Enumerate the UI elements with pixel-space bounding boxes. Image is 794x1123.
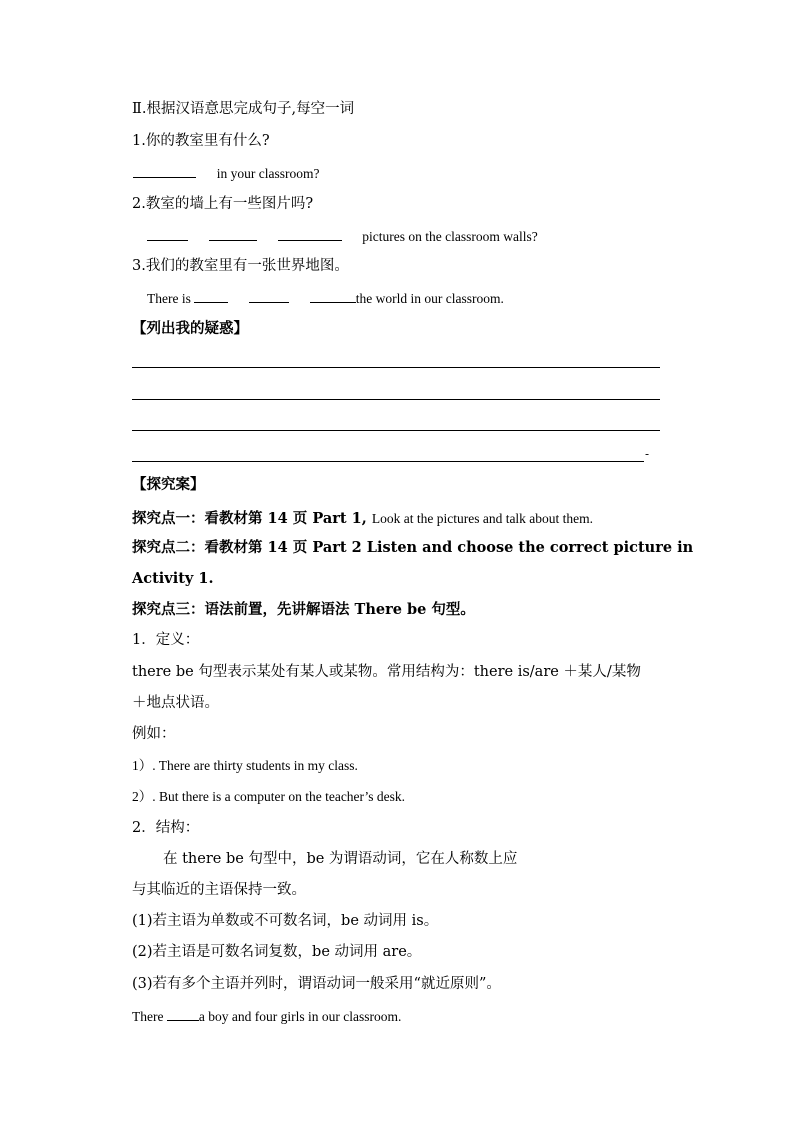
writing-line[interactable] xyxy=(132,430,660,431)
explore-point-2-line-2: Activity 1. xyxy=(132,570,214,587)
answer-blank[interactable] xyxy=(278,228,342,241)
explore-point-2-line-1: 探究点二：看教材第 14 页 Part 2 Listen and choose the correct picture in xyxy=(132,539,694,556)
final-exercise-end: a boy and four girls in our classroom. xyxy=(198,1009,402,1024)
question-1-text: in your classroom? xyxy=(216,166,320,181)
definition-line-1: there be 句型表示某处有某人或某物。常用结构为：there is/are ＋某人/某物 xyxy=(132,664,641,680)
writing-line[interactable] xyxy=(132,399,660,400)
question-2-chinese: 2.教室的墙上有一些图片吗? xyxy=(132,196,314,212)
rule-3: (3)若有多个主语并列时，谓语动词一般采用“就近原则”。 xyxy=(132,976,501,992)
explore-point-1 xyxy=(132,508,593,527)
doubts-heading: 【列出我的疑惑】 xyxy=(132,320,248,337)
answer-blank[interactable] xyxy=(167,1008,199,1021)
answer-blank[interactable] xyxy=(209,228,257,241)
question-3-english xyxy=(147,290,504,307)
explore-heading: 【探究案】 xyxy=(132,476,205,493)
writing-line[interactable] xyxy=(132,367,660,368)
example-heading: 例如： xyxy=(132,726,176,742)
structure-line-2: 与其临近的主语保持一致。 xyxy=(132,882,306,898)
definition-line-2: ＋地点状语。 xyxy=(132,695,219,711)
question-3-text-end: the world in our classroom. xyxy=(355,291,504,306)
answer-blank[interactable] xyxy=(194,290,228,303)
question-1-chinese: 1.你的教室里有什么? xyxy=(132,133,270,149)
answer-blank[interactable] xyxy=(147,228,188,241)
structure-heading: 2．结构： xyxy=(132,820,200,836)
answer-blank[interactable] xyxy=(310,290,356,303)
section-heading: Ⅱ.根据汉语意思完成句子,每空一词 xyxy=(132,101,355,117)
question-3-chinese: 3.我们的教室里有一张世界地图。 xyxy=(132,258,349,274)
final-exercise-start: There xyxy=(132,1009,164,1024)
explore-point-3: 探究点三：语法前置，先讲解语法 There be 句型。 xyxy=(132,601,475,618)
answer-blank[interactable] xyxy=(249,290,289,303)
question-3-text-start: There is xyxy=(147,291,191,306)
question-1-english xyxy=(133,165,319,182)
definition-heading: 1．定义： xyxy=(132,632,200,648)
structure-line-1: 在 there be 句型中，be 为谓语动词，它在人称数上应 xyxy=(163,851,518,867)
rule-2: (2)若主语是可数名词复数，be 动词用 are。 xyxy=(132,944,422,960)
writing-line[interactable] xyxy=(132,461,644,462)
explore-point-1-label: 探究点一：看教材第 14 页 Part 1, xyxy=(132,510,367,527)
explore-point-1-text: Look at the pictures and talk about them. xyxy=(371,511,594,526)
rule-1: (1)若主语为单数或不可数名词，be 动词用 is。 xyxy=(132,913,439,929)
question-2-english xyxy=(147,228,538,245)
example-1: 1）. There are thirty students in my class. xyxy=(132,758,358,773)
final-exercise xyxy=(132,1008,401,1025)
example-2: 2）. But there is a computer on the teacher’s desk. xyxy=(132,789,406,804)
answer-blank[interactable] xyxy=(133,165,196,178)
line-end-mark: - xyxy=(645,447,650,461)
question-2-text: pictures on the classroom walls? xyxy=(362,229,538,244)
